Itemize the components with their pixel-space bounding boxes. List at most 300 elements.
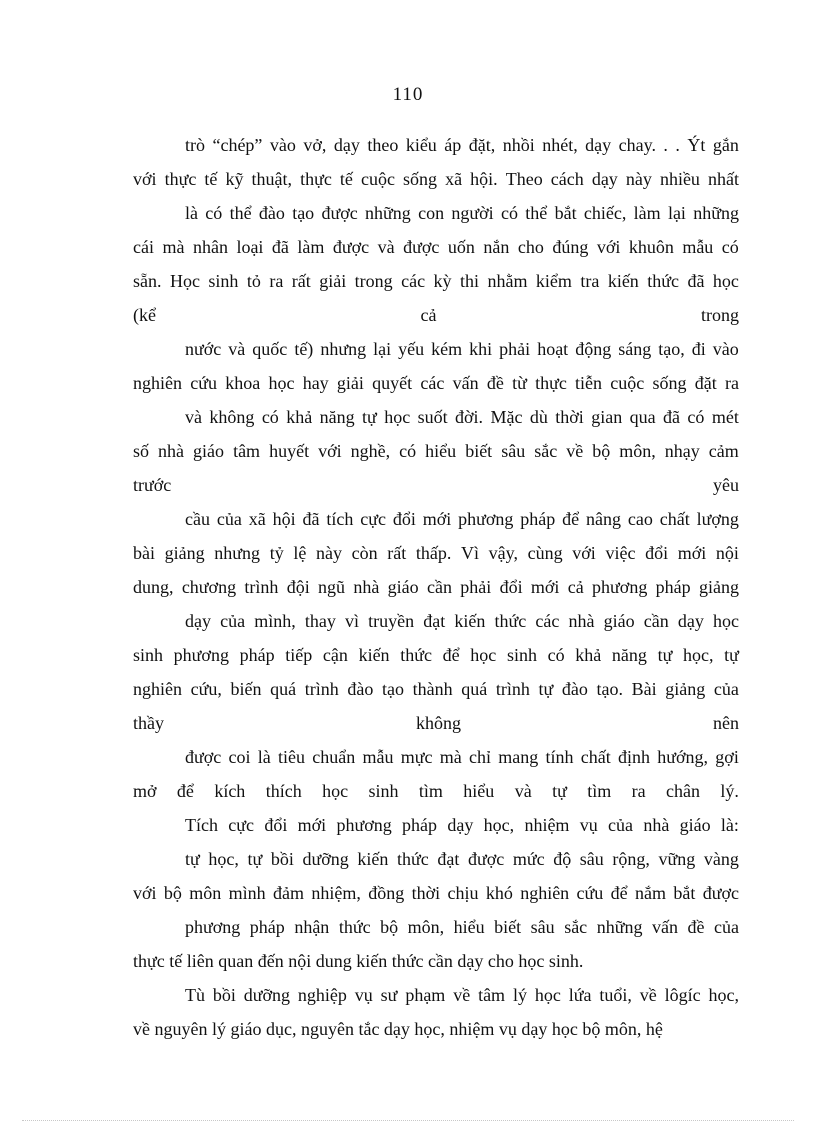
word: yếu [398,339,425,359]
word: có [687,407,705,427]
word: những [365,203,411,223]
text-line [133,502,739,536]
word: đã [663,407,681,427]
word: khuôn [628,237,674,257]
word: với [318,441,342,461]
word: động [575,339,612,359]
word: đề [687,917,705,937]
word: Tù [185,985,205,1005]
word: dạy [585,135,612,155]
word: cực [360,509,386,529]
word: phải [499,339,531,359]
text-line [133,808,739,842]
text-line-content: về nguyên lý giáo dục, nguyên tắc dạy học, nhiệm vụ dạy học bộ môn, hệ [133,1019,663,1039]
word: học, [208,849,239,869]
word: nắn [483,237,510,257]
word: Bài [631,679,657,699]
word: từ [512,373,527,393]
text-line [133,1012,739,1046]
word: thể [229,203,252,223]
word: vàng [703,849,739,869]
word: mà [162,237,185,257]
word: đổi [392,509,416,529]
word: chương [181,577,237,597]
word: Theo [505,169,543,189]
word: tâm [478,985,506,1005]
word: dưỡng [243,985,291,1005]
word: làm [633,203,661,223]
word: bộ [380,917,399,937]
word: tự [362,407,377,427]
word: kiến [357,849,389,869]
word: nhằm [487,271,528,291]
word: trò [185,135,205,155]
text-line [133,264,739,298]
word: vụ [354,985,373,1005]
word: (kể [133,305,156,325]
word: học [322,781,349,801]
word: để [176,781,194,801]
text-line [133,740,739,774]
word: trong [701,305,739,325]
word: là [257,747,271,767]
word: dạy [447,815,474,835]
word: tự [552,781,567,801]
word: thích [265,781,302,801]
text-line [133,230,739,264]
word: tạo. [596,679,624,699]
word: học [470,645,497,665]
word: đảm [273,883,304,903]
word: sáng [618,339,652,359]
text-line [133,978,739,1012]
word: thấp. [415,543,452,563]
word: kém [431,339,463,359]
word: của [608,815,634,835]
word: nghiên [133,373,182,393]
word: thực [300,169,332,189]
word: ra [269,271,284,291]
word: vấn [452,373,479,393]
word: các [420,373,445,393]
word: không [416,713,461,733]
word: yêu [713,475,739,495]
word: tích [326,509,354,529]
word: nhiệm [524,815,570,835]
word: nhân [192,237,228,257]
word: về [566,441,584,461]
word: tuổi, [599,985,632,1005]
word: các [535,611,560,631]
word: giáo [193,441,225,461]
word: thành [412,679,453,699]
word: những [693,203,739,223]
word: uốn [447,237,475,257]
word: để [562,509,580,529]
word: sống [403,169,438,189]
word: lôgíc [664,985,701,1005]
word: chiếc, [583,203,627,223]
word: học [712,611,739,631]
word: cảm [708,441,739,461]
word: nhất [708,169,739,189]
word: sâu [579,849,604,869]
word: và [514,781,532,801]
word: tạo [292,203,315,223]
word: được [702,883,739,903]
word: hoạt [537,339,569,359]
word: loại [236,237,264,257]
text-line [133,774,739,808]
page-bottom-divider [22,1120,794,1121]
word: đổi [499,577,523,597]
word: này [315,543,342,563]
word: sinh [208,271,239,291]
word: phương [592,577,648,597]
text-line [133,196,739,230]
word: giáo [387,577,419,597]
word: mình [228,883,266,903]
word: việc [605,543,636,563]
word: sinh [133,645,164,665]
word: với [596,237,621,257]
word: hiểu [425,441,457,461]
word: học [384,407,411,427]
word: theo [367,135,399,155]
word: mới [677,543,707,563]
word: tế [339,169,353,189]
word: đổi [264,815,288,835]
word: giải [336,373,364,393]
word: quá [461,679,488,699]
word: tự [724,645,739,665]
word: được [467,849,505,869]
word: tiếp [285,645,313,665]
word: hội. [470,169,498,189]
word: tự [657,645,673,665]
word: đạt [437,849,460,869]
word: tính [545,747,574,767]
text-line [133,298,739,332]
word: đổi [645,543,669,563]
word: nhiệm, [311,883,361,903]
word: mới [422,509,452,529]
word: dưỡng [302,849,349,869]
text-line [133,400,739,434]
word: bắt [673,883,696,903]
word: phạm [405,985,446,1005]
word: sắc [534,441,558,461]
page-number: 110 [392,84,424,105]
word: Ýt [687,135,706,155]
word: thay [304,611,336,631]
word: chịu [447,883,479,903]
word: môn, [407,917,445,937]
text-line [133,128,739,162]
word: rất [291,271,311,291]
word: khả [286,407,313,427]
word: phải [460,577,492,597]
word: tỷ [269,543,284,563]
word: có [500,203,518,223]
word: đã [271,237,289,257]
text-line [133,332,739,366]
word: cầu [185,509,210,529]
word: phương [185,917,241,937]
word: . [675,135,680,155]
word: cuộc [360,169,395,189]
word: giảng [698,577,739,597]
word: sư [380,985,398,1005]
word: phương [336,815,392,835]
word: huyết [269,441,310,461]
text-line [133,604,739,638]
text-line [133,842,739,876]
text-line [133,536,739,570]
word: đời. [455,407,484,427]
word: về [453,985,471,1005]
word: lượng [696,509,739,529]
word: nhét, [542,135,578,155]
word: vở, [303,135,327,155]
word: năng [319,407,355,427]
word: nghiệp [297,985,347,1005]
word: tìm [418,781,443,801]
word: khi [469,339,493,359]
word: học [534,985,561,1005]
word: dạy [333,135,360,155]
word: Vì [461,543,480,563]
word: nước [185,339,222,359]
word: tìm [587,781,612,801]
word: kiến [607,271,639,291]
word: để [610,883,628,903]
text-line [133,876,739,910]
word: sâu [501,441,526,461]
word: truyền [368,611,415,631]
word: mẫu [682,237,714,257]
word: chuẩn [312,747,356,767]
word: tiễn [575,373,603,393]
word: sinh [506,645,537,665]
word: khoa [225,373,261,393]
word: đã [302,509,320,529]
word: kiến [358,645,390,665]
word: pháp [402,815,438,835]
word: được [321,203,358,223]
word: sắc [564,917,588,937]
word: chất [580,747,611,767]
word: Mặc [490,407,523,427]
word: kiến [454,611,486,631]
word: thức [494,611,527,631]
word: hay [302,373,329,393]
word: tự [247,849,263,869]
word: thuật, [251,169,293,189]
word: vụ [579,815,598,835]
word: đặt, [468,135,496,155]
word: mức [512,849,545,869]
word: lứa [568,985,592,1005]
word: môn [189,883,222,903]
word: định [618,747,651,767]
word: dù [529,407,548,427]
word: được [403,237,440,257]
text-line [133,944,739,978]
word: nhồi [502,135,535,155]
word: thời [555,407,584,427]
word: vào [712,339,739,359]
word: còn [351,543,378,563]
word: tự [185,849,200,869]
word: khả [575,645,602,665]
word: đào [561,679,588,699]
word: pháp [239,645,275,665]
word: nhạy [664,441,700,461]
word: tế [204,169,218,189]
word: giải [319,271,347,291]
word: thức [396,849,429,869]
word: ngũ [318,577,346,597]
text-line [133,468,739,502]
word: cao [627,509,653,529]
word: sinh [368,781,399,801]
word: nhà [158,441,185,461]
word: áp [444,135,462,155]
word: “chép” [212,135,263,155]
word: kỹ [225,169,244,189]
word: của [216,509,242,529]
word: và [185,407,202,427]
word: chất [659,509,690,529]
text-line [133,162,739,196]
word: nhà [568,611,595,631]
word: thức [400,645,432,665]
word: cả [420,305,437,325]
word: mà [439,747,462,767]
word: sâu [530,917,555,937]
word: cách [550,169,584,189]
word: giáo [603,611,635,631]
word: thực [535,373,567,393]
word: đào [347,679,374,699]
body-text [133,128,739,1046]
word: những [596,917,643,937]
word: trong [354,271,393,291]
word: sống [652,373,687,393]
word: thời [411,883,441,903]
word: cứu [576,883,604,903]
word: hiểu [453,917,485,937]
word: tạo [382,679,404,699]
word: nội [715,543,739,563]
word: lệ [293,543,307,563]
word: chân [666,781,700,801]
word: độ [553,849,572,869]
word: dạy [591,169,618,189]
word: giáo [679,815,711,835]
word: tự [538,679,554,699]
word: xã [248,509,266,529]
word: nhà [643,815,670,835]
word: có [721,237,739,257]
word: có [261,407,279,427]
word: là [185,203,198,223]
word: sẵn. [133,271,162,291]
word: có [205,203,223,223]
word: với [133,169,157,189]
word: phương [173,645,229,665]
word: bộ [163,883,182,903]
word: nhưng [320,339,367,359]
word: pháp [249,917,285,937]
word: nghề, [350,441,391,461]
word: cho [517,237,544,257]
word: vào [269,135,296,155]
word: chỉ [469,747,491,767]
text-line [133,706,739,740]
word: kiểm [535,271,572,291]
word: nên [713,713,739,733]
word: đạt [423,611,446,631]
word: pháp [520,509,556,529]
word: làm [297,237,325,257]
word: cận [322,645,348,665]
word: Tích [185,815,218,835]
word: tạo, [658,339,685,359]
word: cứu [190,373,217,393]
word: tế) [294,339,314,359]
word: dạy [677,611,704,631]
word: mình, [254,611,296,631]
word: cần [426,577,452,597]
word: nghiên [133,679,182,699]
word: người [451,203,494,223]
word: trình [244,577,279,597]
word: cùng [527,543,563,563]
word: đúng [552,237,589,257]
text-line [133,638,739,672]
word: được [185,747,222,767]
word: học [268,373,295,393]
word: lý. [720,781,739,801]
word: bộ [592,441,611,461]
word: cái [133,237,154,257]
word: ra [724,373,739,393]
word: gắn [712,135,739,155]
word: vì [345,611,360,631]
word: bồi [212,985,236,1005]
word: được [332,237,370,257]
word: chay. [618,135,656,155]
word: con [418,203,445,223]
word: bài [133,543,155,563]
word: bồi [270,849,294,869]
word: dạy [185,611,211,631]
word: số [133,441,150,461]
word: học, [483,815,515,835]
word: về [639,985,657,1005]
word: trình [304,679,339,699]
word: thức [647,271,680,291]
word: hướng, [657,747,709,767]
word: thầy [133,713,164,733]
word: rất [387,543,407,563]
word: trình [495,679,530,699]
word: học, [683,645,714,665]
word: kiểu [405,135,437,155]
word: tra [580,271,600,291]
